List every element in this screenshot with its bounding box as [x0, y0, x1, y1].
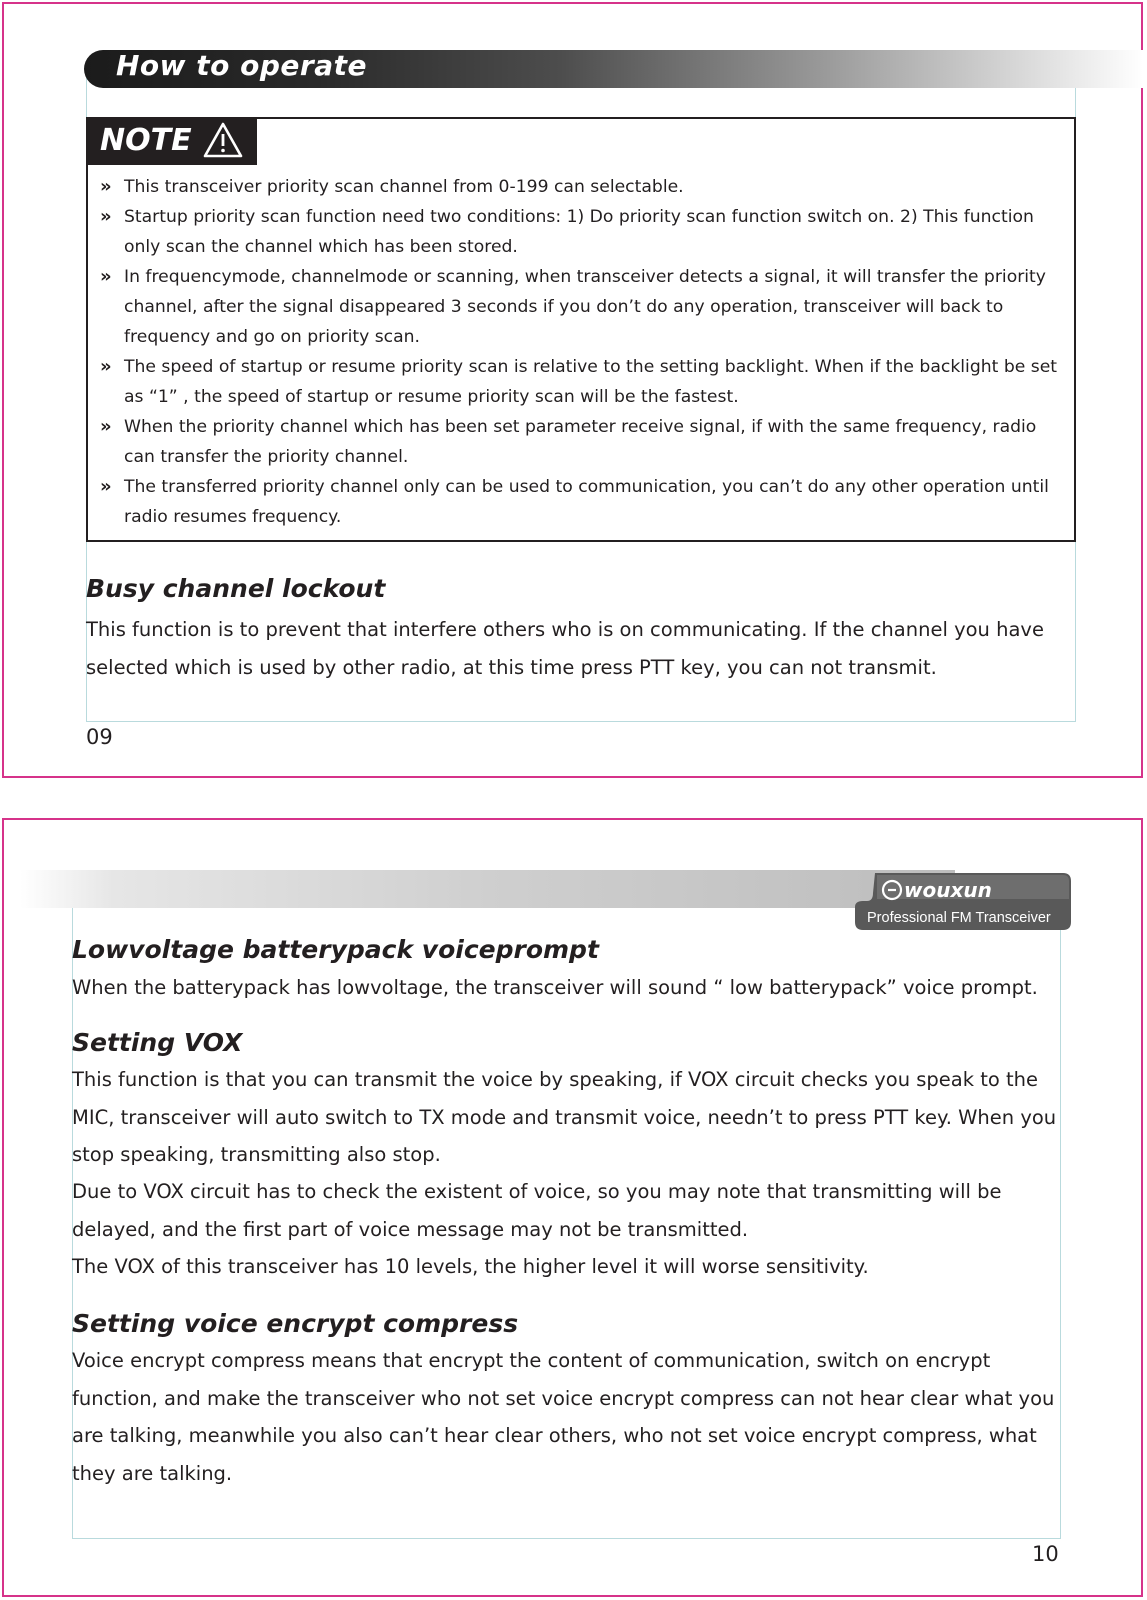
bullet-icon: » [100, 416, 112, 437]
section-header-title: How to operate [116, 49, 368, 82]
logo-brand: wouxun [904, 878, 992, 902]
low-voltage-text: When the batterypack has lowvoltage, the transceiver will sound “ low batterypack” voice prompt. [72, 976, 1038, 999]
vox-text-2: Due to VOX circuit has to check the existent of voice, so you may note that transmitting will be delayed, and the first part of voice message may not be transmitted. [72, 1180, 1002, 1241]
vox-text-1: This function is that you can transmit the voice by speaking, if VOX circuit checks you speak to the MIC, transceiver will auto switch to TX mode and transmit voice, needn’t to press PTT key. When you stop speaking, transmitting also stop. [72, 1068, 1057, 1166]
header-band [20, 870, 955, 908]
bullet-icon: » [100, 266, 112, 287]
note-list [100, 172, 1070, 532]
list-item: » This transceiver priority scan channel from 0-199 can selectable. [100, 172, 1070, 202]
logo-tagline: Professional FM Transceiver [867, 910, 1051, 926]
bullet-icon: » [100, 206, 112, 227]
page-number: 09 [86, 725, 113, 749]
list-item: » When the priority channel which has been set parameter receive signal, if with the same frequency, radio can transfer the priority channel. [100, 412, 1070, 472]
bullet-icon: » [100, 356, 112, 377]
page-number: 10 [1032, 1542, 1059, 1566]
list-item: » The speed of startup or resume priority scan is relative to the setting backlight. When if the backlight be set as “1” , the speed of startup or resume priority scan will be the fastest. [100, 352, 1070, 412]
note-label: NOTE [100, 123, 192, 158]
vox-heading: Setting VOX [72, 1028, 243, 1057]
warning-icon [202, 121, 244, 159]
vox-text-3: The VOX of this transceiver has 10 levels, the higher level it will worse sensitivity. [72, 1255, 869, 1278]
encrypt-text: Voice encrypt compress means that encrypt the content of communication, switch on encrypt function, and make the transceiver who not set voice encrypt compress can not hear clear what you are talking, meanwhile you also can’t hear clear others, who not set voice encrypt compress, what they are talking. [72, 1349, 1055, 1485]
list-item: » Startup priority scan function need two conditions: 1) Do priority scan function switch on. 2) This function only scan the channel which has been stored. [100, 202, 1070, 262]
bullet-icon: » [100, 176, 112, 197]
busy-channel-heading: Busy channel lockout [86, 574, 386, 603]
low-voltage-heading: Lowvoltage batterypack voiceprompt [72, 935, 599, 964]
encrypt-heading: Setting voice encrypt compress [72, 1309, 519, 1338]
busy-channel-text: This function is to prevent that interfere others who is on communicating. If the channel you have selected which is used by other radio, at this time press PTT key, you can not transmit. [86, 618, 1044, 679]
list-item: » In frequencymode, channelmode or scanning, when transceiver detects a signal, it will transfer the priority channel, after the signal disappeared 3 seconds if you don’t do any operation, transceiver will back to frequency and go on priority scan. [100, 262, 1070, 352]
bullet-icon: » [100, 476, 112, 497]
wouxun-logo [855, 873, 1071, 930]
list-item: » The transferred priority channel only can be used to communication, you can’t do any other operation until radio resumes frequency. [100, 472, 1070, 532]
